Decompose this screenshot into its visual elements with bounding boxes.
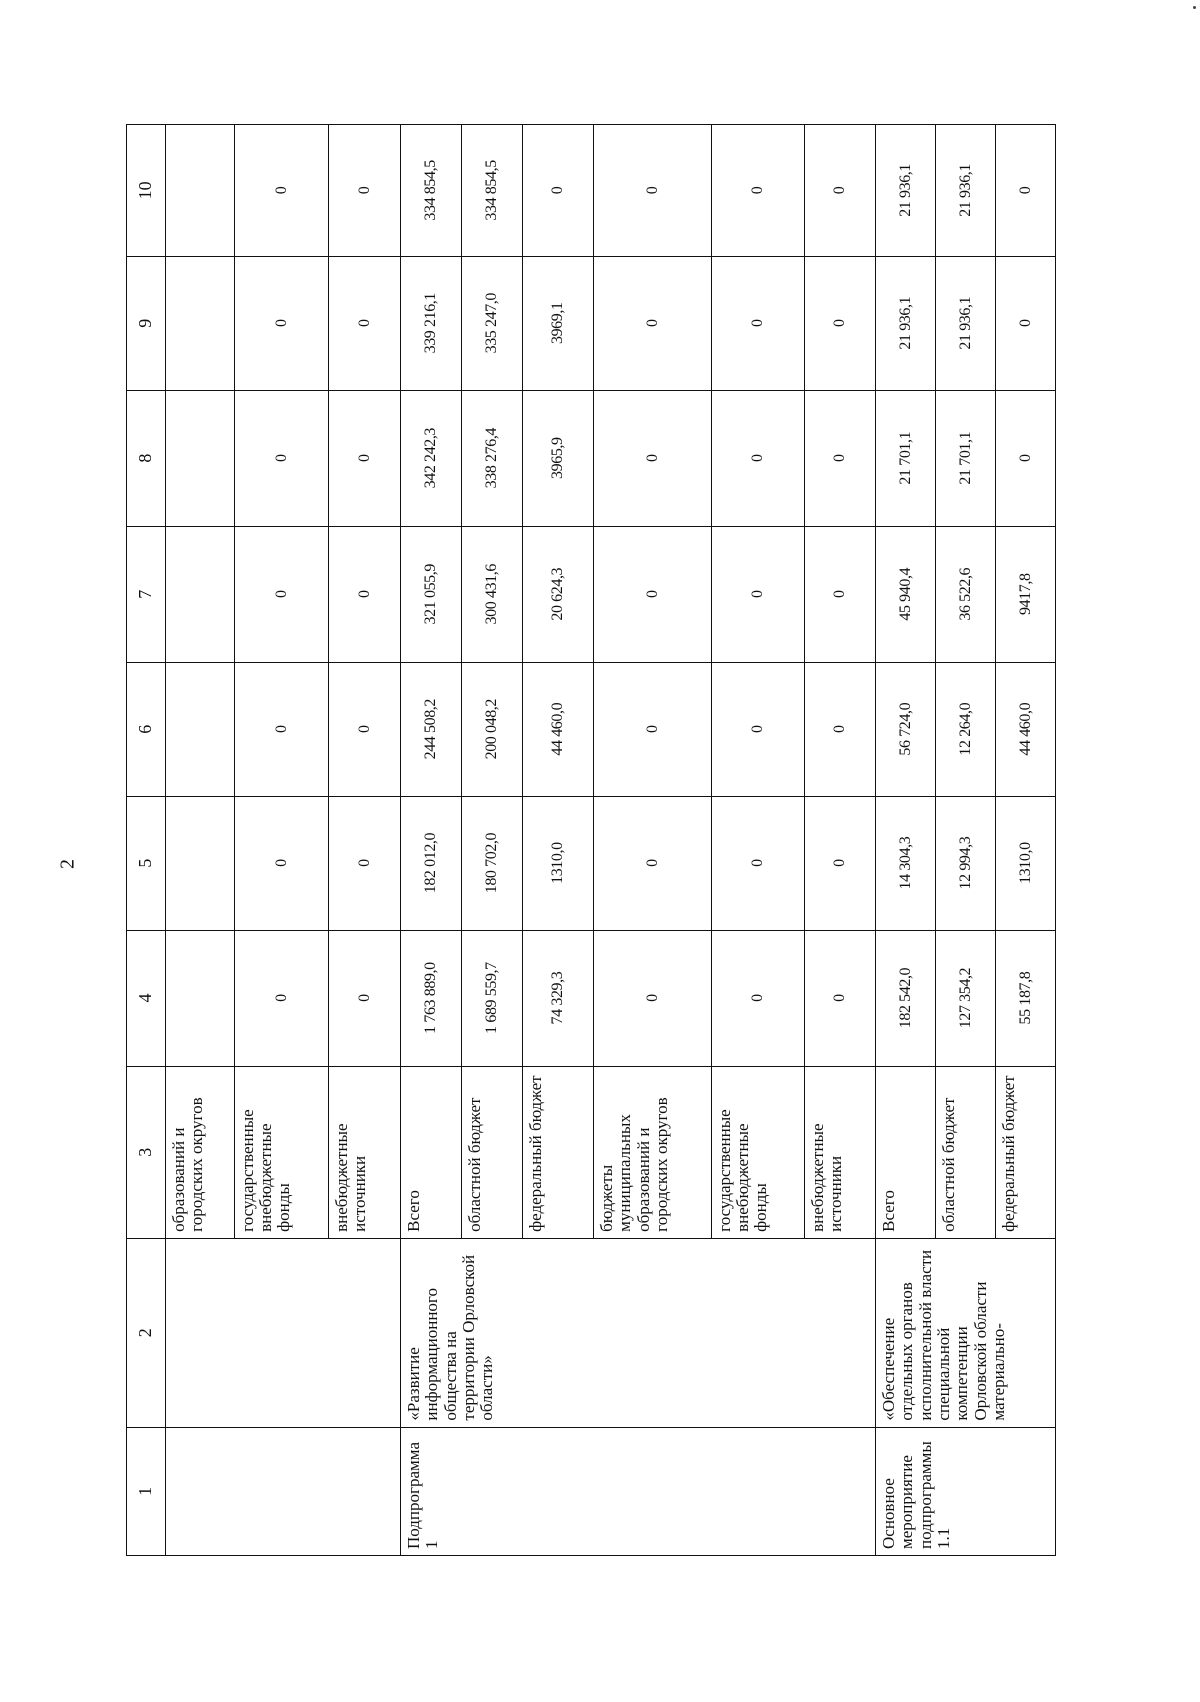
- cell-value: 0: [593, 930, 711, 1066]
- cell-value: 0: [711, 930, 804, 1066]
- cell-c3: Всего: [875, 1066, 935, 1238]
- cell-value: 36 522,6: [935, 526, 995, 662]
- cell-value: 0: [711, 256, 804, 390]
- cell-value: 0: [593, 390, 711, 526]
- cell-value: 0: [593, 125, 711, 257]
- page-number: 2: [56, 859, 79, 869]
- cell-value: 0: [593, 796, 711, 930]
- cell-value: 0: [805, 662, 876, 796]
- cell-c3: федеральный бюджет: [523, 1066, 594, 1238]
- table-row: [166, 125, 235, 1556]
- cell-value: 0: [234, 125, 328, 257]
- cell-value: 21 936,1: [935, 125, 995, 257]
- col-header: 8: [127, 390, 166, 526]
- cell-value: 0: [328, 125, 400, 257]
- col-header: 3: [127, 1066, 166, 1238]
- cell-c2: [166, 1238, 401, 1427]
- cell-value: 127 354,2: [935, 930, 995, 1066]
- cell-c3: федеральный бюджет: [995, 1066, 1055, 1238]
- cell-value: 3965,9: [523, 390, 594, 526]
- cell-value: 339 216,1: [400, 256, 461, 390]
- cell-value: 321 055,9: [400, 526, 461, 662]
- cell-value: [166, 930, 235, 1066]
- cell-value: 335 247,0: [461, 256, 522, 390]
- cell-value: 1 689 559,7: [461, 930, 522, 1066]
- cell-value: 0: [711, 796, 804, 930]
- cell-c2: «Развитие информационного общества на территории Орловской области»: [400, 1238, 875, 1427]
- cell-value: 334 854,5: [461, 125, 522, 257]
- col-header: 4: [127, 930, 166, 1066]
- cell-value: 0: [593, 662, 711, 796]
- cell-c2: «Обеспечение отдельных органов исполнительной власти специальной компетенции Орловской области материально-: [875, 1238, 1055, 1427]
- cell-c3: государственные внебюджетные фонды: [234, 1066, 328, 1238]
- cell-value: 342 242,3: [400, 390, 461, 526]
- cell-value: 0: [711, 662, 804, 796]
- cell-value: 45 940,4: [875, 526, 935, 662]
- cell-value: 3969,1: [523, 256, 594, 390]
- header-row: [127, 125, 166, 1556]
- cell-value: 0: [328, 526, 400, 662]
- cell-c3: областной бюджет: [461, 1066, 522, 1238]
- cell-value: 44 460,0: [995, 662, 1055, 796]
- cell-value: 1 763 889,0: [400, 930, 461, 1066]
- cell-value: 0: [328, 796, 400, 930]
- cell-value: 0: [328, 662, 400, 796]
- cell-value: 0: [711, 526, 804, 662]
- cell-value: 300 431,6: [461, 526, 522, 662]
- cell-value: 21 936,1: [875, 125, 935, 257]
- cell-value: 0: [234, 930, 328, 1066]
- cell-value: 0: [234, 390, 328, 526]
- cell-value: 21 936,1: [875, 256, 935, 390]
- cell-c3: внебюджетные источники: [328, 1066, 400, 1238]
- cell-value: 180 702,0: [461, 796, 522, 930]
- cell-value: 0: [234, 526, 328, 662]
- cell-c3: бюджеты муниципальных образований и городских округов: [593, 1066, 711, 1238]
- cell-value: 0: [805, 125, 876, 257]
- cell-value: 0: [328, 256, 400, 390]
- cell-value: 0: [328, 930, 400, 1066]
- cell-value: 0: [523, 125, 594, 257]
- cell-c3: государственные внебюджетные фонды: [711, 1066, 804, 1238]
- cell-value: 1310,0: [995, 796, 1055, 930]
- cell-c1: Основное мероприятие подпрограммы 1.1: [875, 1427, 1055, 1555]
- cell-value: 338 276,4: [461, 390, 522, 526]
- cell-value: [166, 256, 235, 390]
- cell-value: 21 701,1: [935, 390, 995, 526]
- cell-value: 21 701,1: [875, 390, 935, 526]
- cell-value: 12 264,0: [935, 662, 995, 796]
- cell-value: [166, 796, 235, 930]
- cell-value: 0: [711, 125, 804, 257]
- cell-c3: образований и городских округов: [166, 1066, 235, 1238]
- cell-value: 0: [995, 256, 1055, 390]
- cell-value: 56 724,0: [875, 662, 935, 796]
- col-header: 5: [127, 796, 166, 930]
- cell-value: 334 854,5: [400, 125, 461, 257]
- cell-value: 0: [995, 390, 1055, 526]
- cell-value: 0: [711, 390, 804, 526]
- cell-value: 1310,0: [523, 796, 594, 930]
- cell-value: 9417,8: [995, 526, 1055, 662]
- cell-value: 0: [805, 526, 876, 662]
- cell-value: 44 460,0: [523, 662, 594, 796]
- cell-value: 0: [805, 796, 876, 930]
- cell-value: 182 012,0: [400, 796, 461, 930]
- cell-c1: Подпрограмма 1: [400, 1427, 875, 1555]
- cell-value: 0: [995, 125, 1055, 257]
- col-header: 1: [127, 1427, 166, 1555]
- rotated-table-wrapper: [126, 124, 1056, 1556]
- col-header: 7: [127, 526, 166, 662]
- col-header: 6: [127, 662, 166, 796]
- cell-value: 0: [593, 256, 711, 390]
- cell-value: [166, 526, 235, 662]
- cell-c1: [166, 1427, 401, 1555]
- col-header: 10: [127, 125, 166, 257]
- scan-speck: [1193, 6, 1196, 9]
- cell-value: [166, 125, 235, 257]
- col-header: 9: [127, 256, 166, 390]
- table-row: [875, 125, 935, 1556]
- cell-value: 0: [805, 390, 876, 526]
- cell-value: 0: [805, 930, 876, 1066]
- cell-value: 0: [234, 662, 328, 796]
- cell-value: 0: [234, 256, 328, 390]
- cell-value: [166, 390, 235, 526]
- cell-value: 14 304,3: [875, 796, 935, 930]
- cell-value: 0: [328, 390, 400, 526]
- cell-value: 244 508,2: [400, 662, 461, 796]
- cell-value: [166, 662, 235, 796]
- col-header: 2: [127, 1238, 166, 1427]
- budget-table: [126, 124, 1056, 1556]
- cell-value: 55 187,8: [995, 930, 1055, 1066]
- cell-value: 0: [805, 256, 876, 390]
- cell-value: 12 994,3: [935, 796, 995, 930]
- cell-c3: областной бюджет: [935, 1066, 995, 1238]
- cell-c3: Всего: [400, 1066, 461, 1238]
- table-row: [400, 125, 461, 1556]
- cell-value: 200 048,2: [461, 662, 522, 796]
- cell-value: 0: [593, 526, 711, 662]
- cell-value: 20 624,3: [523, 526, 594, 662]
- cell-value: 21 936,1: [935, 256, 995, 390]
- cell-value: 74 329,3: [523, 930, 594, 1066]
- cell-value: 0: [234, 796, 328, 930]
- cell-c3: внебюджетные источники: [805, 1066, 876, 1238]
- cell-value: 182 542,0: [875, 930, 935, 1066]
